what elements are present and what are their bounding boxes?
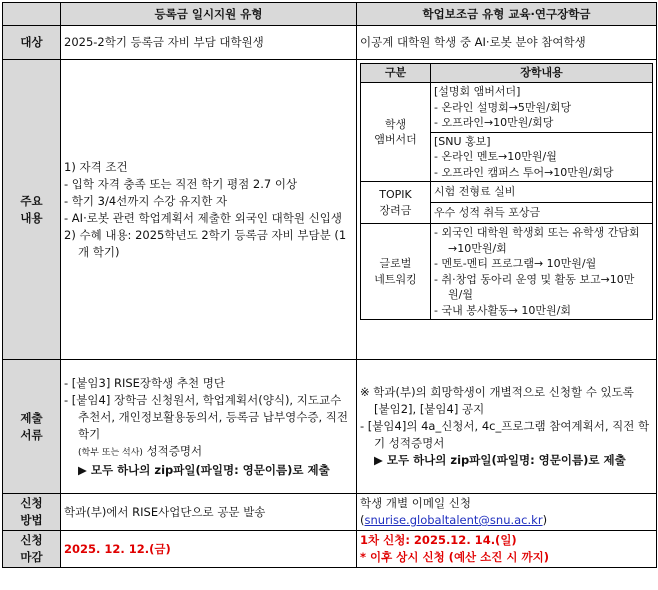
category-global-networking: 글로벌 네트워킹 bbox=[361, 224, 431, 320]
row-label-deadline: 신청 마감 bbox=[3, 531, 61, 568]
docs-scholarship: ※ 학과(부)의 희망학생이 개별적으로 신청할 수 있도록 [붙임2], [붙임4] 공지 - [붙임4]의 4a_신청서, 4c_프로그램 참여계획서, 직전 학기 성적증명서 ▶ 모두 하나의 zip파일(파일명: 영문이름)로 제출 bbox=[357, 360, 657, 494]
main-item: 1) 자격 조건 bbox=[64, 159, 128, 174]
category-topik: TOPIK 장려금 bbox=[361, 182, 431, 224]
global-networking-items: - 외국인 대학원 학생회 또는 유학생 간담회→10만원/회 - 멘토-멘티 프로그램→ 10만원/월 - 취·창업 동아리 운영 및 활동 보고→10만 원/월 - 국내 봉사활동→ 10만원/회 bbox=[431, 224, 653, 320]
email-link[interactable]: snurise.globaltalent@snu.ac.kr bbox=[364, 513, 543, 527]
target-tuition: 2025-2학기 등록금 자비 부담 대학원생 bbox=[61, 26, 357, 60]
inner-header-category: 구분 bbox=[361, 64, 431, 83]
ambassador-snu-promo: [SNU 홍보] - 온라인 멘토→10만원/월 - 오프라인 캠퍼스 투어→10만원/회당 bbox=[431, 132, 653, 182]
main-item: - 입학 자격 충족 또는 직전 학기 평점 2.7 이상 bbox=[64, 176, 298, 191]
inner-header-content: 장학내용 bbox=[431, 64, 653, 83]
ambassador-info-session: [설명회 앰버서더] - 온라인 설명회→5만원/회당 - 오프라인→10만원/회당 bbox=[431, 83, 653, 133]
topik-exam-fee: 시험 전형료 실비 bbox=[431, 182, 653, 203]
row-label-method: 신청 방법 bbox=[3, 494, 61, 531]
row-label-docs: 제출 서류 bbox=[3, 360, 61, 494]
topik-award: 우수 성적 취득 포상금 bbox=[431, 203, 653, 224]
scholarship-detail-table bbox=[360, 63, 653, 320]
deadline-tuition: 2025. 12. 12.(금) bbox=[61, 531, 357, 568]
scholarship-table bbox=[2, 2, 657, 568]
corner-cell bbox=[3, 3, 61, 26]
deadline-scholarship: 1차 신청: 2025.12. 14.(일) * 이후 상시 신청 (예산 소진 시 까지) bbox=[357, 531, 657, 568]
method-scholarship: 학생 개별 이메일 신청 (snurise.globaltalent@snu.ac.kr) bbox=[357, 494, 657, 531]
category-ambassador: 학생 앰버서더 bbox=[361, 83, 431, 182]
main-tuition bbox=[61, 60, 357, 360]
zip-notice: ▶ 모두 하나의 zip파일(파일명: 영문이름)로 제출 bbox=[374, 453, 626, 467]
main-item: 2) 수혜 내용: 2025학년도 2학기 등록금 자비 부담분 (1개 학기) bbox=[64, 227, 347, 259]
zip-notice: ▶ 모두 하나의 zip파일(파일명: 영문이름)로 제출 bbox=[78, 462, 330, 477]
row-label-main: 주요 내용 bbox=[3, 60, 61, 360]
header-scholarship-type: 학업보조금 유형 교육·연구장학금 bbox=[357, 3, 657, 26]
method-tuition: 학과(부)에서 RISE사업단으로 공문 발송 bbox=[61, 494, 357, 531]
target-scholarship: 이공계 대학원 학생 중 AI·로봇 분야 참여학생 bbox=[357, 26, 657, 60]
main-scholarship bbox=[357, 60, 657, 360]
row-label-target: 대상 bbox=[3, 26, 61, 60]
main-item: - AI·로봇 관련 학업계획서 제출한 외국인 대학원 신입생 bbox=[64, 210, 342, 225]
header-tuition-type: 등록금 일시지원 유형 bbox=[61, 3, 357, 26]
main-item: - 학기 3/4선까지 수강 유지한 자 bbox=[64, 193, 228, 208]
docs-tuition: - [붙임3] RISE장학생 추천 명단 - [붙임4] 장학금 신청원서, 학업계획서(양식), 지도교수 추천서, 개인정보활용동의서, 등록금 납부영수증, 직전 학기 (학부 또는 석사) 성적증명서 ▶ 모두 하나의 zip파일(파일명: 영문이름)로 제출 bbox=[61, 360, 357, 494]
